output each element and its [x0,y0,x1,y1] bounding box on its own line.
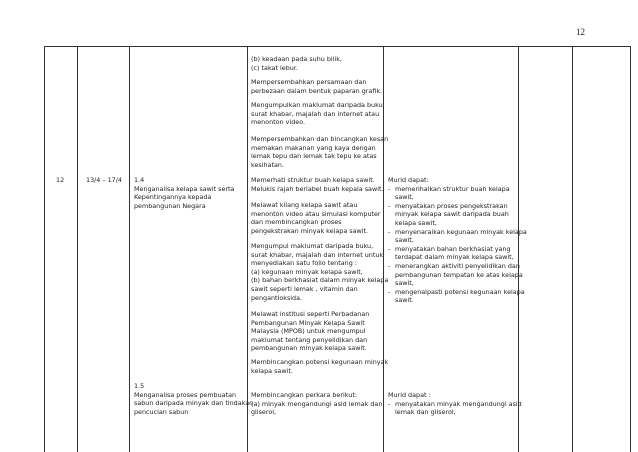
outcome-item: - menyatakan minyak mengandungi asid lemak dan gliserol, [388,400,522,417]
column-divider-6 [572,46,573,452]
week-dates: 13/4 – 17/4 [86,176,122,184]
outcomes-heading: Murid dapat : [388,391,431,399]
activity-block: Membincangkan potensi kegunaan minyak kelapa sawit. [251,358,389,375]
page-number: 12 [576,27,585,37]
activity-block: Mempersembahkan persamaan dan perbezaan dalam bentuk paparan grafik. [251,78,383,95]
activity-block: Melawat institusi seperti Perbadanan Pembangunan Minyak Kelapa Sawit Malaysia (MPOB) untuk mengumpul maklumat tentang penyelidikan dan pembangunan minyak kelapa sawit. [251,310,370,353]
outcome-item: - memerihalkan struktur buah kelapa sawit, [388,185,527,202]
learning-outcomes-1-4 [388,176,527,305]
activity-block: Mengumpulkan maklumat daripada buku, surat khabar, majalah dan internet atau menonton video. [251,101,385,127]
activity-block: Mempersembahkan dan bincangkan kesan memakan makanan yang kaya dengan lemak tepu dan lemak tak tepu ke atas kesihatan. [251,135,389,169]
activity-block: Melawat kilang kelapa sawit atau menonton video atau simulasi komputer dan membincangkan proses pengekstrakan minyak kelapa sawit. [251,201,381,235]
outcomes-heading: Murid dapat: [388,176,429,184]
topic-1-5: 1.5 Menganalisa proses pembuatan sabun daripada minyak dan tindakan pencucian sabun [134,382,254,416]
table-border-left [44,46,45,452]
column-divider-2 [129,46,130,452]
column-divider-1 [77,46,78,452]
outcome-item: - menyatakan bahan berkhasiat yang terdapat dalam minyak kelapa sawit, [388,245,527,262]
lesson-plan-table [44,46,631,452]
learning-outcomes-1-5 [388,391,522,417]
activity-block: Mengumpul maklumat daripada buku, surat khabar, majalah dan internet untuk menyediakan satu folio tentang : (a) kegunaan minyak kelapa sawit, (b) bahan berkhasiat dalam minyak kelapa sawit seperti lemak , vitamin dan pengantioksida. [251,242,389,302]
activity-block: (b) keadaan pada suhu bilik, (c) takat lebur. [251,55,342,72]
outcome-item: - menyatakan proses pengekstrakan minyak kelapa sawit daripada buah kelapa sawit, [388,202,527,228]
activity-block: Membincangkan perkara berikut: (a) minyak mengandungi asid lemak dan gliserol, [251,391,383,417]
table-border-right [630,46,631,452]
topic-1-4: 1.4 Menganalisa kelapa sawit serta Kepentingannya kepada pembangunan Negara [134,176,235,210]
table-top-border [44,46,631,47]
week-number: 12 [56,176,65,184]
outcome-item: - menyenaraikan kegunaan minyak kelapa sawit, [388,228,527,245]
activity-block: Memerhati struktur buah kelapa sawit. Melukis rajah berlabel buah kepala sawit. [251,176,384,193]
outcome-item: - menerangkan aktiviti penyelidikan dan pembangunan tempatan ke atas kelapa sawit, [388,262,527,288]
outcome-item: - mengenalpasti potensi kegunaan kelapa sawit. [388,288,527,305]
